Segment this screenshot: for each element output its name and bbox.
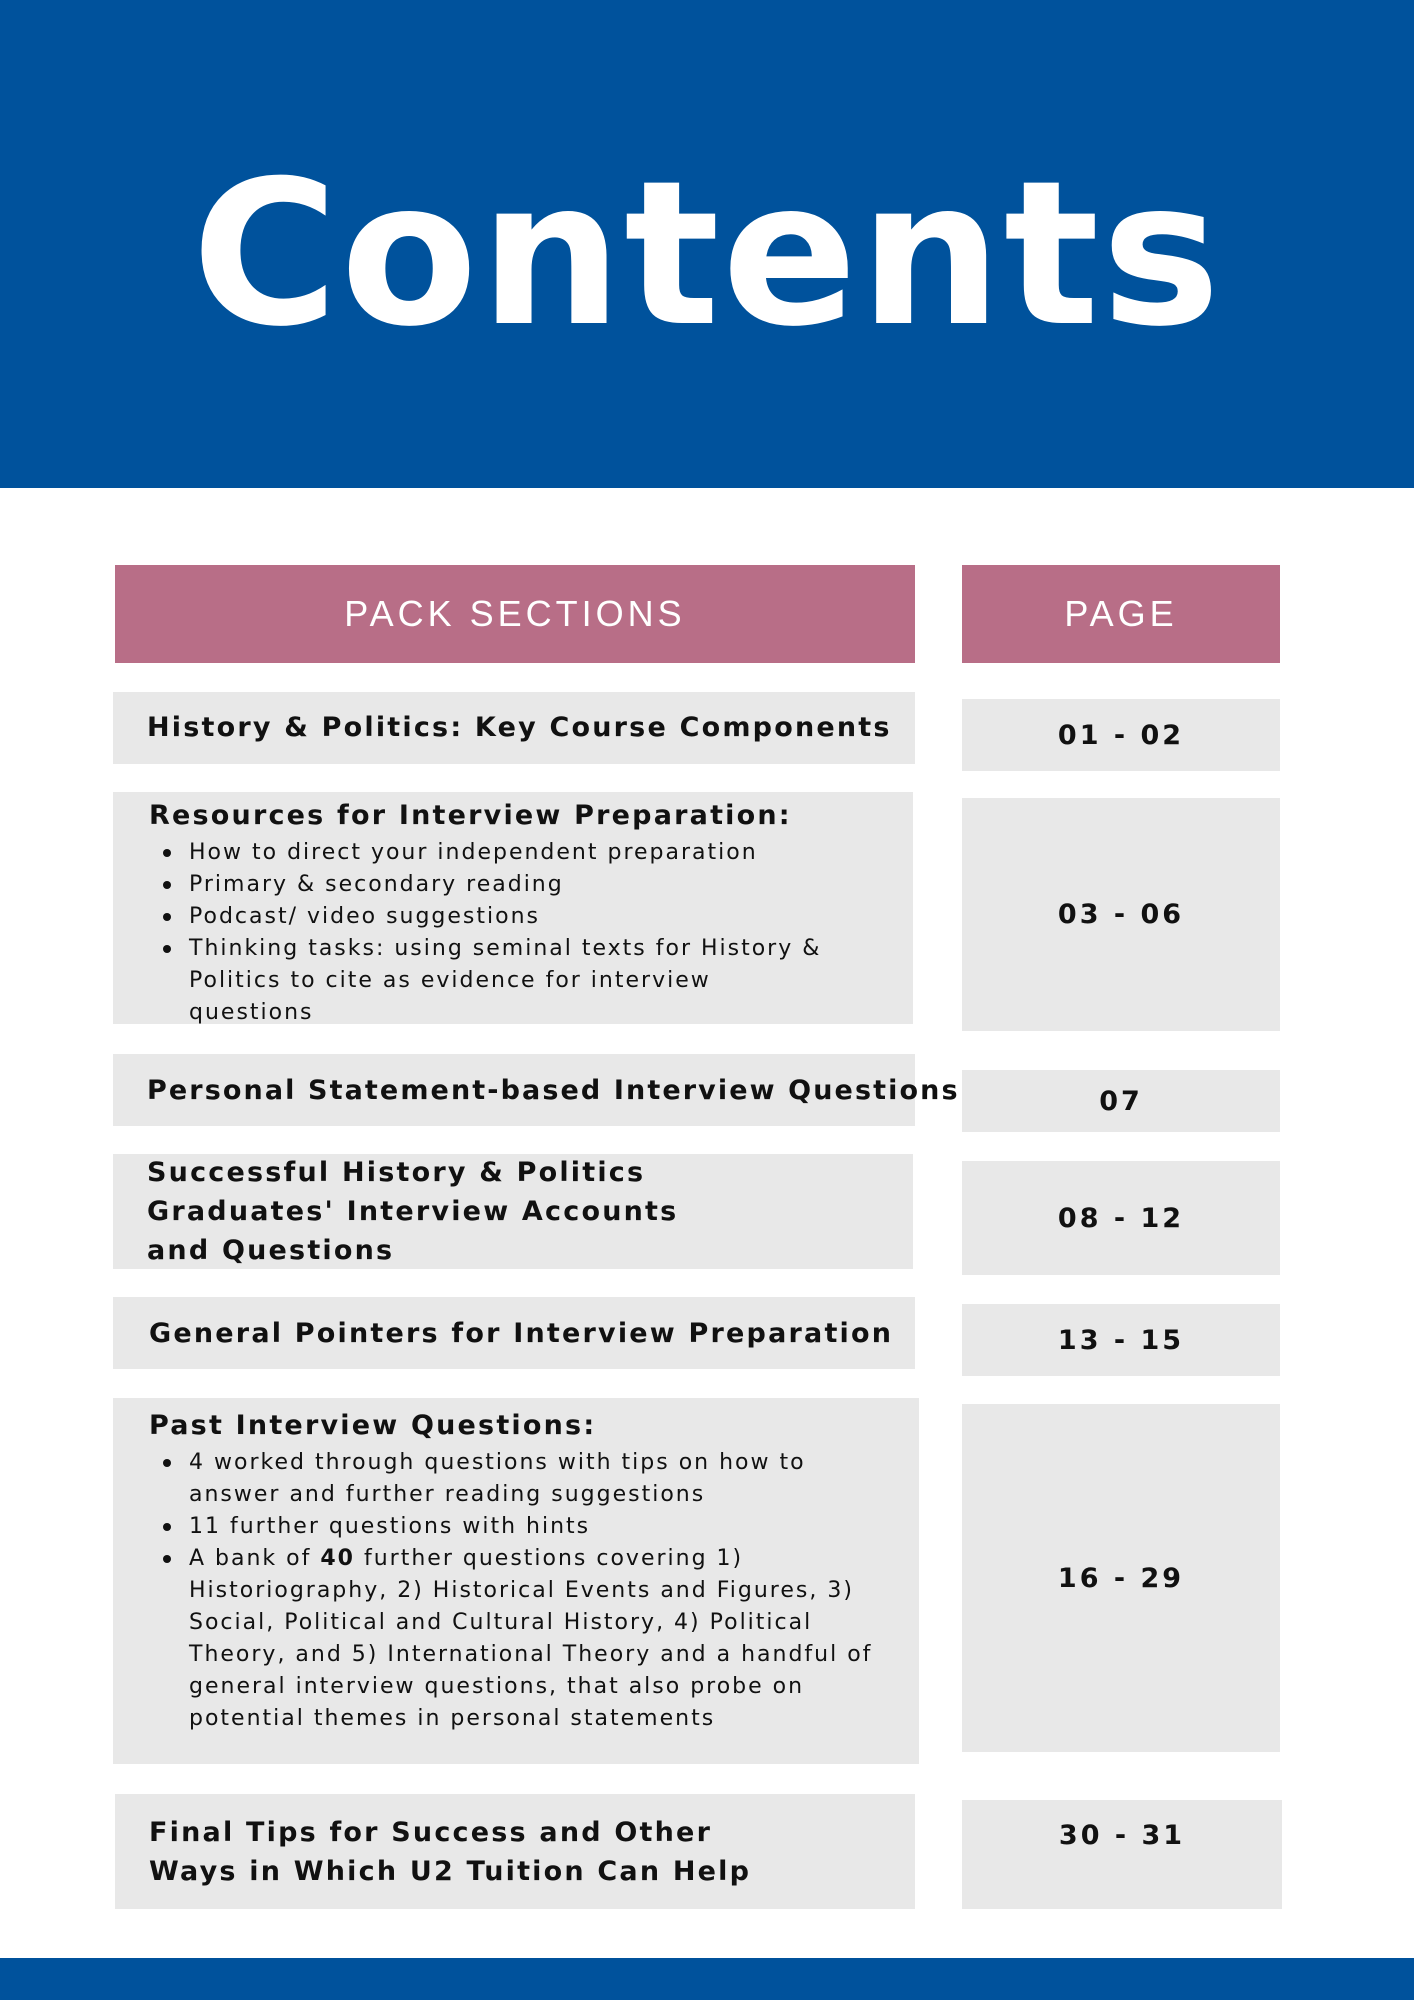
- bullet-list: [149, 1447, 899, 1735]
- bank-text-after: further questions covering 1) Historiography, 2) Historical Events and Figures, 3) Social, Political and Cultural History, 4) Political Theory, and 5) International Theory and a handful of general interview questions, that also probe on potential themes in personal statements: [189, 1546, 873, 1731]
- page-header: [962, 565, 1280, 663]
- list-item: Podcast/ video suggestions: [189, 901, 893, 933]
- page-range-row-2: [962, 798, 1280, 1031]
- list-item: How to direct your independent preparation: [189, 837, 893, 869]
- section-row-graduates-accounts: [113, 1154, 913, 1269]
- list-item: Primary & secondary reading: [189, 869, 893, 901]
- page-range-row-5: [962, 1304, 1280, 1376]
- page-range-row-6: [962, 1404, 1280, 1752]
- section-title: Resources for Interview Preparation:: [149, 800, 792, 831]
- page-label: PAGE: [1064, 593, 1178, 634]
- header-banner: [0, 0, 1414, 488]
- section-row-general-pointers: [113, 1297, 915, 1369]
- page-range: 01 - 02: [1057, 719, 1185, 751]
- section-row-past-questions: [113, 1398, 919, 1764]
- pack-sections-label: PACK SECTIONS: [344, 593, 686, 634]
- section-row-course-components: [113, 692, 915, 764]
- section-title: Past Interview Questions:: [149, 1410, 597, 1441]
- list-item: 4 worked through questions with tips on how to answer and further reading suggestions: [189, 1447, 899, 1511]
- section-title: Personal Statement-based Interview Questions: [147, 1074, 960, 1106]
- page-range: 13 - 15: [1057, 1324, 1185, 1356]
- bullet-list: [149, 837, 893, 1029]
- section-row-resources: [113, 792, 913, 1024]
- section-title: Successful History & Politics Graduates' Interview Accounts and Questions: [147, 1157, 679, 1266]
- list-item: [189, 1543, 899, 1735]
- section-title: Final Tips for Success and Other Ways in Which U2 Tuition Can Help: [149, 1816, 752, 1887]
- page-range: 16 - 29: [1057, 1562, 1185, 1594]
- page-range: 30 - 31: [1058, 1820, 1186, 1851]
- page-title: Contents: [191, 138, 1223, 371]
- page-range-row-3: [962, 1070, 1280, 1132]
- list-item: Thinking tasks: using seminal texts for History & Politics to cite as evidence for interview questions: [189, 933, 893, 1029]
- footer-bar: [0, 1958, 1414, 2000]
- bank-text-before: A bank of: [189, 1546, 321, 1571]
- section-title: History & Politics: Key Course Components: [147, 711, 892, 743]
- section-row-personal-statement: [113, 1054, 960, 1126]
- list-item: 11 further questions with hints: [189, 1511, 899, 1543]
- page-range: 08 - 12: [1057, 1202, 1185, 1234]
- page-range-row-7: [962, 1800, 1282, 1909]
- page-range-row-4: [962, 1161, 1280, 1275]
- bank-count: 40: [320, 1546, 355, 1571]
- pack-sections-header: [115, 565, 915, 663]
- section-title: General Pointers for Interview Preparation: [149, 1317, 894, 1349]
- page-range: 03 - 06: [1057, 899, 1185, 930]
- page-range-row-1: [962, 699, 1280, 771]
- section-row-final-tips: [115, 1794, 915, 1909]
- page-range: 07: [1099, 1085, 1143, 1117]
